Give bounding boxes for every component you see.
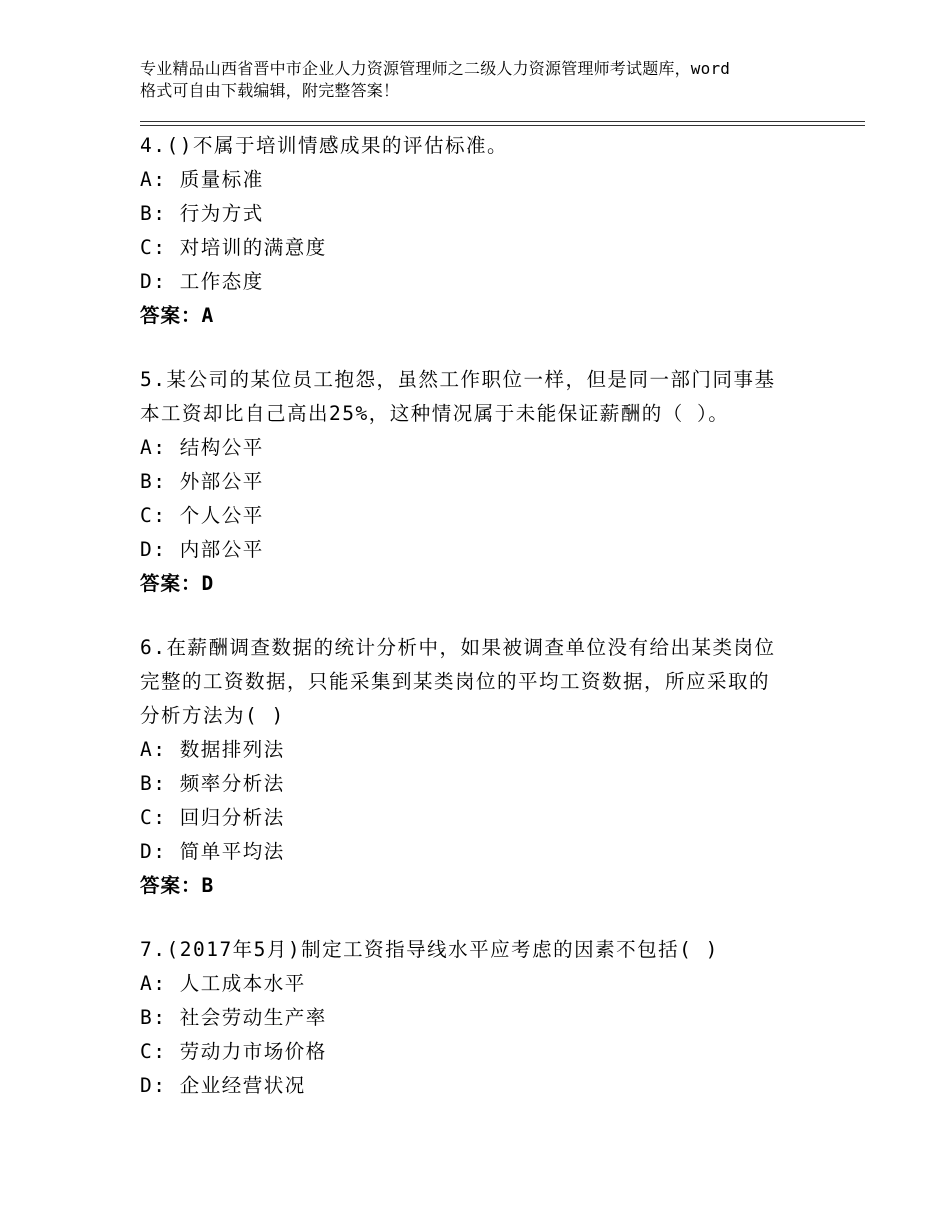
option-c: C: 回归分析法 — [140, 806, 285, 829]
answer-label: 答案：A — [140, 304, 215, 327]
option-d: D: 企业经营状况 — [140, 1074, 306, 1097]
header-rule-top — [140, 121, 865, 122]
option-b: B: 外部公平 — [140, 470, 264, 493]
option-c: C: 劳动力市场价格 — [140, 1040, 327, 1063]
question-stem: 分析方法为( ) — [140, 704, 285, 727]
option-a: A: 结构公平 — [140, 436, 264, 459]
question-stem: 4.()不属于培训情感成果的评估标准。 — [140, 134, 508, 157]
header-rule-bottom — [140, 125, 865, 126]
option-c: C: 个人公平 — [140, 504, 264, 527]
answer-label: 答案：D — [140, 572, 215, 595]
option-d: D: 简单平均法 — [140, 840, 285, 863]
question-stem: 本工资却比自己高出25%，这种情况属于未能保证薪酬的（ ）。 — [140, 402, 730, 425]
header-line-2: 格式可自由下载编辑，附完整答案！ — [140, 81, 400, 100]
option-d: D: 内部公平 — [140, 538, 264, 561]
option-a: A: 质量标准 — [140, 168, 264, 191]
question-stem: 5.某公司的某位员工抱怨，虽然工作职位一样，但是同一部门同事基 — [140, 368, 776, 391]
question-7 — [140, 933, 840, 1103]
question-5 — [140, 363, 840, 601]
header-line-1: 专业精品山西省晋中市企业人力资源管理师之二级人力资源管理师考试题库，word — [140, 59, 731, 78]
question-stem: 6.在薪酬调查数据的统计分析中，如果被调查单位没有给出某类岗位 — [140, 636, 776, 659]
question-stem: 完整的工资数据，只能采集到某类岗位的平均工资数据，所应采取的 — [140, 670, 771, 693]
question-list — [140, 129, 840, 1133]
option-b: B: 行为方式 — [140, 202, 264, 225]
option-d: D: 工作态度 — [140, 270, 264, 293]
question-6 — [140, 631, 840, 903]
option-a: A: 人工成本水平 — [140, 972, 306, 995]
option-a: A: 数据排列法 — [140, 738, 285, 761]
document-header — [140, 58, 840, 102]
question-stem: 7.(2017年5月)制定工资指导线水平应考虑的因素不包括( ) — [140, 938, 719, 961]
option-c: C: 对培训的满意度 — [140, 236, 327, 259]
option-b: B: 频率分析法 — [140, 772, 285, 795]
answer-label: 答案：B — [140, 874, 215, 897]
option-b: B: 社会劳动生产率 — [140, 1006, 327, 1029]
question-4 — [140, 129, 840, 333]
